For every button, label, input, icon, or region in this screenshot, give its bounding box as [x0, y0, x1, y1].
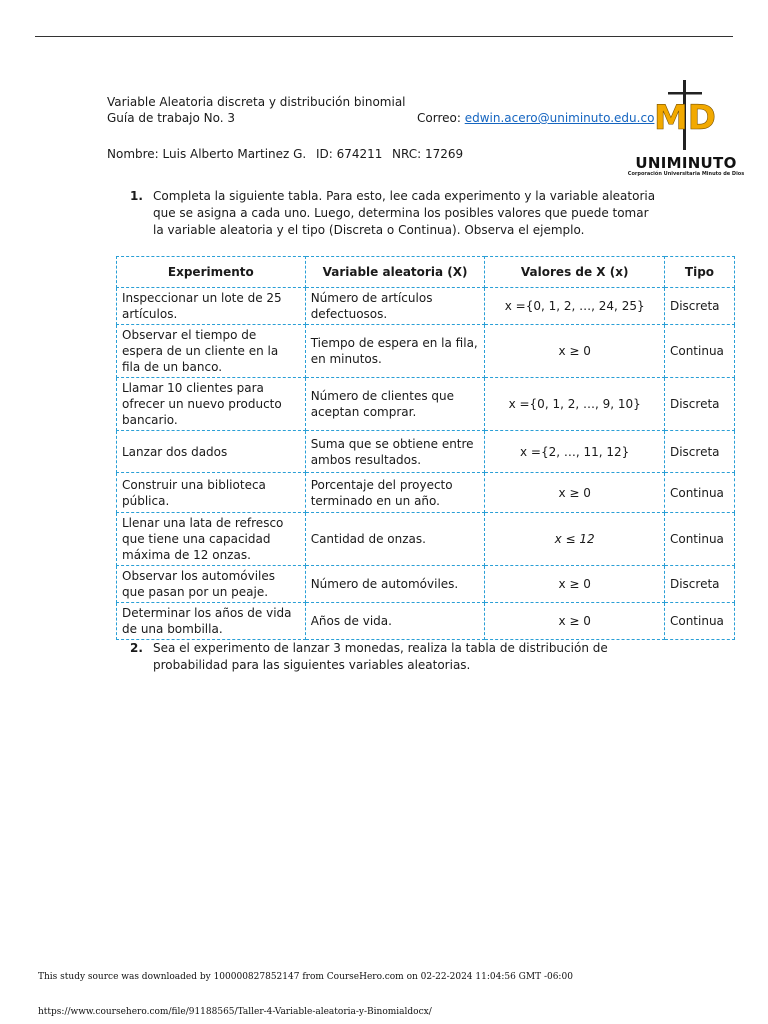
header-valores: Valores de X (x)	[485, 257, 665, 288]
cell-valores: x ≥ 0	[485, 603, 665, 640]
cell-tipo: Continua	[664, 473, 734, 513]
cell-experimento: Observar los automóviles que pasan por un peaje.	[117, 566, 306, 603]
download-note: This study source was downloaded by 100000827852147 from CourseHero.com on 02-22-2024 11:04:56 GMT -06:00	[38, 972, 573, 982]
cell-variable: Número de artículos defectuosos.	[305, 288, 485, 325]
cell-valores: x ≥ 0	[485, 473, 665, 513]
cell-experimento: Llenar una lata de refresco que tiene una capacidad máxima de 12 onzas.	[117, 513, 306, 566]
cell-tipo: Discreta	[664, 566, 734, 603]
question-2	[130, 640, 670, 676]
header-experimento: Experimento	[117, 257, 306, 288]
cell-experimento: Llamar 10 clientes para ofrecer un nuevo producto bancario.	[117, 378, 306, 431]
question-2-number: 2.	[130, 641, 143, 655]
cell-tipo: Discreta	[664, 378, 734, 431]
cell-experimento: Inspeccionar un lote de 25 artículos.	[117, 288, 306, 325]
uniminuto-logo	[626, 80, 746, 180]
cell-variable: Cantidad de onzas.	[305, 513, 485, 566]
table-row	[117, 325, 735, 378]
random-variable-table	[116, 256, 735, 640]
cell-valores: x ={2, …, 11, 12}	[485, 431, 665, 473]
question-1	[130, 188, 670, 240]
top-divider	[35, 36, 733, 37]
document-title: Variable Aleatoria discreta y distribución binomial	[107, 95, 406, 109]
logo-brand: UNIMINUTO	[635, 154, 737, 172]
table-header-row	[117, 257, 735, 288]
cell-valores: x ={0, 1, 2, …, 9, 10}	[485, 378, 665, 431]
cell-valores: x ≥ 0	[485, 325, 665, 378]
cell-tipo: Continua	[664, 513, 734, 566]
table-row	[117, 566, 735, 603]
header-tipo: Tipo	[664, 257, 734, 288]
cell-tipo: Discreta	[664, 431, 734, 473]
cell-tipo: Discreta	[664, 288, 734, 325]
table-row	[117, 288, 735, 325]
email-line	[417, 110, 654, 126]
cell-variable: Número de automóviles.	[305, 566, 485, 603]
cell-variable: Años de vida.	[305, 603, 485, 640]
nrc-code: NRC: 17269	[392, 147, 464, 161]
logo-subtitle: Corporación Universitaria Minuto de Dios	[627, 171, 745, 177]
cell-experimento: Observar el tiempo de espera de un cliente en la fila de un banco.	[117, 325, 306, 378]
cell-variable: Porcentaje del proyecto terminado en un año.	[305, 473, 485, 513]
cell-variable: Suma que se obtiene entre ambos resultados.	[305, 431, 485, 473]
uniminuto-logo-mark	[654, 80, 716, 152]
table-row	[117, 473, 735, 513]
cell-tipo: Continua	[664, 603, 734, 640]
email-link[interactable]: edwin.acero@uniminuto.edu.co	[464, 111, 655, 125]
cell-experimento: Determinar los años de vida de una bombilla.	[117, 603, 306, 640]
cell-valores: x ≥ 0	[485, 566, 665, 603]
table-row	[117, 431, 735, 473]
cell-valores: x ={0, 1, 2, …, 24, 25}	[485, 288, 665, 325]
question-1-text: Completa la siguiente tabla. Para esto, lee cada experimento y la variable aleatoria que se asigna a cada uno. Luego, determina los posibles valores que puede tomar la variable aleatoria y el tipo (Discreta o Continua). Observa el ejemplo.	[153, 189, 656, 237]
cell-valores: x ≤ 12	[485, 513, 665, 566]
table-row	[117, 603, 735, 640]
cell-tipo: Continua	[664, 325, 734, 378]
table-row	[117, 513, 735, 566]
question-1-number: 1.	[130, 189, 143, 203]
student-name: Nombre: Luis Alberto Martinez G.	[107, 147, 307, 161]
cell-experimento: Construir una biblioteca pública.	[117, 473, 306, 513]
guide-number: Guía de trabajo No. 3	[107, 111, 236, 125]
email-label: Correo:	[417, 111, 465, 125]
question-2-text: Sea el experimento de lanzar 3 monedas, realiza la tabla de distribución de probabilidad para las siguientes variables aleatorias.	[153, 641, 608, 672]
logo-monogram: MD	[654, 98, 716, 138]
table-row	[117, 378, 735, 431]
source-url[interactable]: https://www.coursehero.com/file/91188565/Taller-4-Variable-aleatoria-y-Binomialdocx/	[38, 1007, 432, 1017]
cell-variable: Número de clientes que aceptan comprar.	[305, 378, 485, 431]
cell-experimento: Lanzar dos dados	[117, 431, 306, 473]
cell-variable: Tiempo de espera en la fila, en minutos.	[305, 325, 485, 378]
student-id: ID: 674211	[316, 147, 383, 161]
header-variable: Variable aleatoria (X)	[305, 257, 485, 288]
